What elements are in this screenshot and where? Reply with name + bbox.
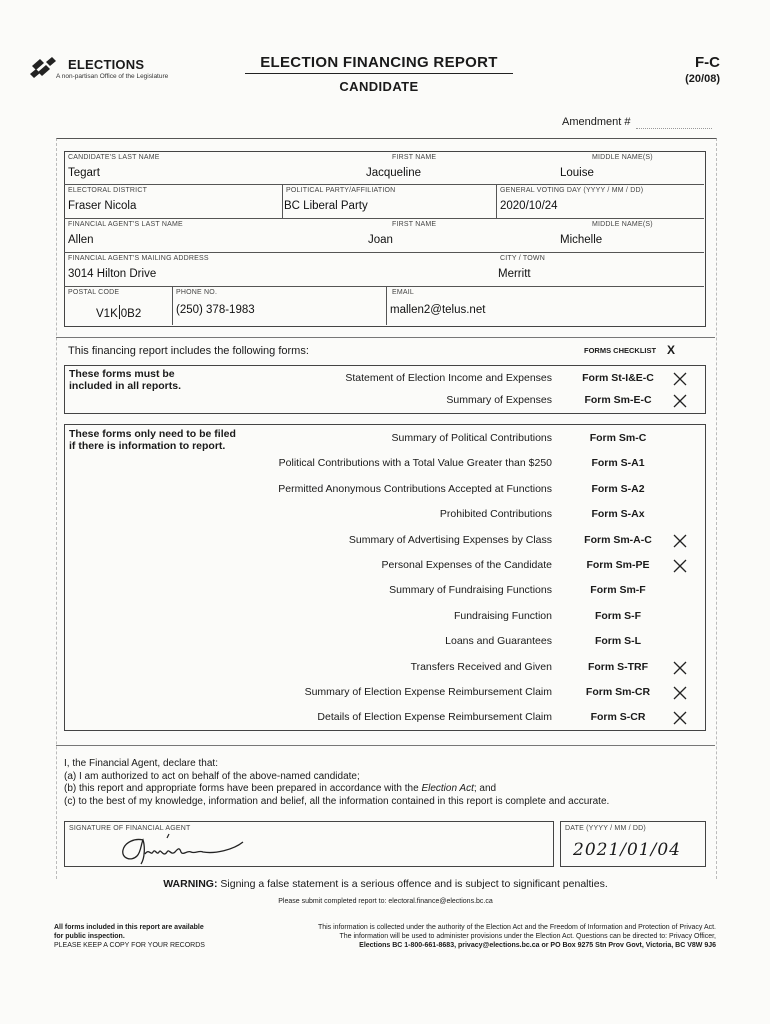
checklist-header-mark: X xyxy=(667,343,676,357)
required-heading-line-2: included in all reports. xyxy=(69,380,182,392)
report-subtitle: CANDIDATE xyxy=(339,79,419,94)
form-description: Permitted Anonymous Contributions Accepted at Functions xyxy=(278,482,552,495)
email-field[interactable]: mallen2@telus.net xyxy=(390,304,486,316)
phone-label: PHONE NO. xyxy=(176,289,218,296)
voting-day-field[interactable]: 2020/10/24 xyxy=(500,200,558,212)
form-checkbox[interactable] xyxy=(673,457,687,471)
form-description: Summary of Election Expense Reimbursement Claim xyxy=(304,686,552,698)
privacy-line-2: The information will be used to administer provisions under the Election Act. Questions can be directed to: Privacy Officer, xyxy=(339,933,716,940)
form-code-label: Form Sm-F xyxy=(590,584,646,597)
postal-code-label: POSTAL CODE xyxy=(68,289,120,296)
public-inspection-line-2: for public inspection. xyxy=(54,933,125,940)
agent-first-name-label: FIRST NAME xyxy=(392,221,437,228)
privacy-line-1: This information is collected under the authority of the Election Act and the Freedom of Information and Protection of Privacy Act. xyxy=(317,924,716,931)
declaration-text xyxy=(64,758,609,808)
footer-left xyxy=(54,923,205,950)
form-checkbox[interactable] xyxy=(673,635,687,649)
form-code-label: Form Sm-A-C xyxy=(584,533,652,546)
form-description: Fundraising Function xyxy=(453,609,552,622)
candidate-first-name-label: FIRST NAME xyxy=(392,154,437,161)
warning-message: Signing a false statement is a serious offence and is subject to significant penalties. xyxy=(220,878,608,890)
agent-middle-name-field[interactable]: Michelle xyxy=(560,234,603,246)
agent-middle-name-label: MIDDLE NAME(S) xyxy=(592,221,653,228)
form-code-label: Form S-L xyxy=(594,635,642,648)
form-code-label: Form S-Ax xyxy=(591,508,645,521)
form-checkbox[interactable] xyxy=(673,584,687,598)
declaration-line-4: (c) to the best of my knowledge, information and belief, all the information contained in this report is complete and accurate. xyxy=(64,795,610,807)
optional-forms-box xyxy=(64,424,706,731)
required-heading-line-1: These forms must be xyxy=(69,368,175,380)
check-x-icon xyxy=(673,711,687,725)
amendment-field[interactable] xyxy=(636,128,712,129)
form-checkbox[interactable] xyxy=(673,432,687,446)
check-x-icon xyxy=(673,661,687,675)
form-description: Summary of Political Contributions xyxy=(391,432,552,444)
form-description: Political Contributions with a Total Value Greater than $250 xyxy=(278,457,552,470)
form-code-label: Form S-CR xyxy=(590,711,646,724)
party-field[interactable]: BC Liberal Party xyxy=(284,200,368,212)
grid-divider xyxy=(64,218,704,219)
electoral-district-label: ELECTORAL DISTRICT xyxy=(68,187,148,194)
amendment-label: Amendment # xyxy=(562,116,631,128)
grid-divider xyxy=(172,286,173,325)
form-checkbox[interactable] xyxy=(673,610,687,624)
form-checkbox[interactable] xyxy=(673,661,687,675)
form-description: Transfers Received and Given xyxy=(410,660,552,673)
form-code: F-C xyxy=(695,54,720,71)
agent-city-field[interactable]: Merritt xyxy=(498,268,531,280)
form-description: Summary of Fundraising Functions xyxy=(389,584,552,597)
email-label: EMAIL xyxy=(392,289,415,296)
form-checkbox[interactable] xyxy=(673,559,687,573)
check-x-icon xyxy=(673,686,687,700)
grid-divider xyxy=(64,286,704,287)
agent-address-field[interactable]: 3014 Hilton Drive xyxy=(68,268,157,280)
optional-heading-line-2: if there is information to report. xyxy=(69,440,226,452)
declaration-line-2: (a) I am authorized to act on behalf of the above-named candidate; xyxy=(64,770,360,782)
form-checkbox[interactable] xyxy=(673,686,687,700)
warning-label: WARNING: xyxy=(163,878,218,890)
election-act-reference: Election Act xyxy=(421,783,474,794)
check-x-icon xyxy=(673,559,687,573)
privacy-line-3: Elections BC 1-800-661-8683, privacy@elections.bc.ca or PO Box 9275 Stn Prov Govt, Victoria, BC V8W 9J6 xyxy=(359,942,716,949)
public-inspection-line-1: All forms included in this report are available xyxy=(54,924,204,931)
declaration-line-3-end: ; and xyxy=(473,783,497,794)
signature-date-field[interactable] xyxy=(560,821,706,867)
candidate-middle-name-field[interactable]: Louise xyxy=(560,167,594,179)
check-x-icon xyxy=(673,372,687,386)
warning-text xyxy=(56,878,715,890)
logo-subtitle: A non-partisan Office of the Legislature xyxy=(56,73,169,80)
signature-date-label: DATE (YYYY / MM / DD) xyxy=(565,825,646,832)
candidate-last-name-field[interactable]: Tegart xyxy=(68,167,100,179)
declaration-line-1: I, the Financial Agent, declare that: xyxy=(64,758,218,769)
signature-image xyxy=(115,828,265,868)
signature-label: SIGNATURE OF FINANCIAL AGENT xyxy=(69,825,191,832)
electoral-district-field[interactable]: Fraser Nicola xyxy=(68,200,137,212)
keep-copy-note: PLEASE KEEP A COPY FOR YOUR RECORDS xyxy=(54,942,205,949)
form-checkbox[interactable] xyxy=(673,534,687,548)
logo-name: ELECTIONS xyxy=(68,57,145,72)
form-code-label: Form S-A1 xyxy=(591,457,645,470)
checklist-header: FORMS CHECKLIST xyxy=(584,346,657,355)
agent-city-label: CITY / TOWN xyxy=(500,255,545,262)
agent-address-label: FINANCIAL AGENT'S MAILING ADDRESS xyxy=(68,255,209,262)
form-code-label: Form S-F xyxy=(594,609,642,622)
agent-first-name-field[interactable]: Joan xyxy=(368,234,393,246)
form-description: Summary of Expenses xyxy=(446,394,552,406)
optional-heading-line-1: These forms only need to be filed xyxy=(69,428,236,440)
form-checkbox[interactable] xyxy=(673,372,687,386)
form-code-label: Form S-A2 xyxy=(591,482,645,495)
section-separator xyxy=(56,745,715,746)
declaration-line-3-start: (b) this report and appropriate forms have been prepared in accordance with the xyxy=(64,783,422,794)
form-code-label: Form Sm-CR xyxy=(585,686,651,698)
form-version: (20/08) xyxy=(685,73,720,85)
form-code-label: Form Sm-E-C xyxy=(584,394,652,406)
report-title: ELECTION FINANCING REPORT xyxy=(245,54,513,74)
phone-field[interactable]: (250) 378-1983 xyxy=(176,304,255,316)
form-checkbox[interactable] xyxy=(673,483,687,497)
voting-day-label: GENERAL VOTING DAY (YYYY / MM / DD) xyxy=(500,187,644,194)
candidate-last-name-label: CANDIDATE'S LAST NAME xyxy=(68,154,160,161)
grid-divider xyxy=(64,252,704,253)
form-checkbox[interactable] xyxy=(673,508,687,522)
form-description: Personal Expenses of the Candidate xyxy=(381,559,552,571)
grid-divider xyxy=(64,184,704,185)
postal-code-part-2: 0B2 xyxy=(120,308,142,320)
grid-divider xyxy=(496,184,497,218)
signature-date-value: 2021/01/04 xyxy=(573,840,681,860)
submit-instructions: Please submit completed report to: electoral.finance@elections.bc.ca xyxy=(278,898,493,905)
agent-last-name-field[interactable]: Allen xyxy=(68,234,94,246)
form-description: Summary of Advertising Expenses by Class xyxy=(348,533,552,546)
grid-divider xyxy=(282,184,283,218)
form-description: Prohibited Contributions xyxy=(439,508,552,521)
form-code-label: Form S-TRF xyxy=(587,660,649,673)
form-code-label: Form Sm-C xyxy=(589,432,647,444)
form-code-label: Form St-I&E-C xyxy=(582,372,654,384)
check-x-icon xyxy=(673,534,687,548)
candidate-first-name-field[interactable]: Jacqueline xyxy=(366,167,421,179)
candidate-middle-name-label: MIDDLE NAME(S) xyxy=(592,154,653,161)
form-checkbox[interactable] xyxy=(673,394,687,408)
postal-code-field[interactable] xyxy=(96,305,141,320)
form-checkbox[interactable] xyxy=(673,711,687,725)
agent-last-name-label: FINANCIAL AGENT'S LAST NAME xyxy=(68,221,183,228)
grid-divider xyxy=(386,286,387,325)
form-description: Statement of Election Income and Expenses xyxy=(345,372,552,384)
party-label: POLITICAL PARTY/AFFILIATION xyxy=(286,187,396,194)
signature-field[interactable] xyxy=(64,821,554,867)
privacy-notice xyxy=(246,923,716,950)
form-code-label: Form Sm-PE xyxy=(586,559,650,571)
form-description: Loans and Guarantees xyxy=(445,635,552,648)
section-separator xyxy=(56,337,715,338)
postal-code-part-1: V1K xyxy=(96,308,118,320)
required-heading xyxy=(69,368,181,392)
checklist-intro: This financing report includes the following forms: xyxy=(68,345,309,357)
check-x-icon xyxy=(673,394,687,408)
form-description: Details of Election Expense Reimbursement Claim xyxy=(317,711,552,724)
declaration-line-3 xyxy=(64,783,609,796)
